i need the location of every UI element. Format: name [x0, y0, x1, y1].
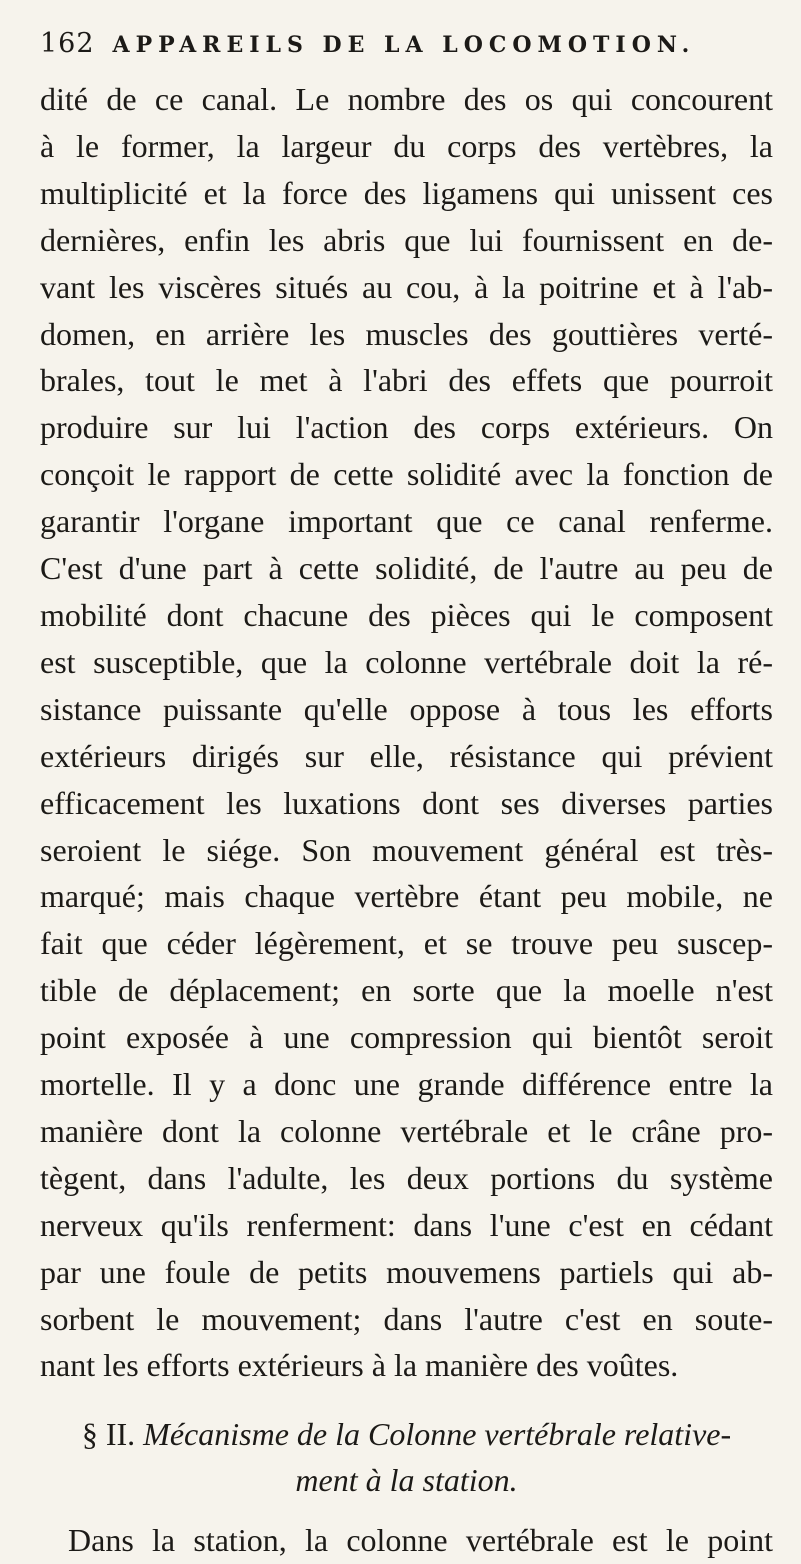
- text-line: efficacement les luxations dont ses diverses parties: [40, 784, 773, 821]
- text-line: conçoit le rapport de cette solidité avec la fonction de: [40, 456, 773, 493]
- text-line: tègent, dans l'adulte, les deux portions du système: [40, 1159, 773, 1196]
- text-line: point exposée à une compression qui bientôt seroit: [40, 1019, 773, 1056]
- text-line: mobilité dont chacune des pièces qui le composent: [40, 596, 773, 633]
- text-line: extérieurs dirigés sur elle, résistance qui prévient: [40, 737, 773, 774]
- text-line: marqué; mais chaque vertèbre étant peu mobile, ne: [40, 878, 773, 915]
- text-line: Dans la station, la colonne vertébrale est le point: [68, 1522, 773, 1559]
- text-line: manière dont la colonne vertébrale et le crâne pro-: [40, 1112, 773, 1149]
- text-line: nant les efforts extérieurs à la manière des voûtes.: [40, 1347, 679, 1384]
- text-line: dernières, enfin les abris que lui fournissent en de-: [40, 221, 773, 258]
- text-line: est susceptible, que la colonne vertébrale doit la ré-: [40, 643, 773, 680]
- running-head: APPAREILS DE LA LOCOMOTION.: [112, 32, 696, 58]
- section-heading: [40, 1411, 773, 1503]
- page-header: [40, 28, 773, 70]
- paragraph-1: [40, 76, 773, 1389]
- text-line: mortelle. Il y a donc une grande différence entre la: [40, 1066, 773, 1103]
- text-line: domen, en arrière les muscles des gouttières verté-: [40, 315, 773, 352]
- text-line: multiplicité et la force des ligamens qui unissent ces: [40, 174, 773, 211]
- section-number: § II.: [81, 1416, 136, 1453]
- text-line: fait que céder légèrement, et se trouve peu suscep-: [40, 925, 773, 962]
- text-line: seroient le siége. Son mouvement général est très-: [40, 831, 773, 868]
- text-line: tible de déplacement; en sorte que la moelle n'est: [40, 972, 773, 1009]
- text-line: vant les viscères situés au cou, à la poitrine et à l'ab-: [40, 268, 773, 305]
- text-line: sistance puissante qu'elle oppose à tous les efforts: [40, 690, 773, 727]
- paragraph-2: [40, 1517, 773, 1564]
- text-line: dité de ce canal. Le nombre des os qui concourent: [40, 81, 773, 117]
- text-line: C'est d'une part à cette solidité, de l'autre au peu de: [40, 550, 773, 587]
- text-line: produire sur lui l'action des corps extérieurs. On: [40, 409, 773, 446]
- section-title-line-1: Mécanisme de la Colonne vertébrale relative-: [143, 1416, 732, 1453]
- text-line: brales, tout le met à l'abri des effets que pourroit: [40, 362, 773, 399]
- text-line: à le former, la largeur du corps des vertèbres, la: [40, 127, 773, 164]
- text-line: nerveux qu'ils renferment: dans l'une c'est en cédant: [40, 1206, 773, 1243]
- page-number: 162: [40, 28, 95, 59]
- section-title-line-2: ment à la station.: [295, 1462, 518, 1499]
- text-line: garantir l'organe important que ce canal renferme.: [40, 503, 773, 540]
- text-line: sorbent le mouvement; dans l'autre c'est en soute-: [40, 1300, 773, 1337]
- text-line: par une foule de petits mouvemens partiels qui ab-: [40, 1253, 773, 1290]
